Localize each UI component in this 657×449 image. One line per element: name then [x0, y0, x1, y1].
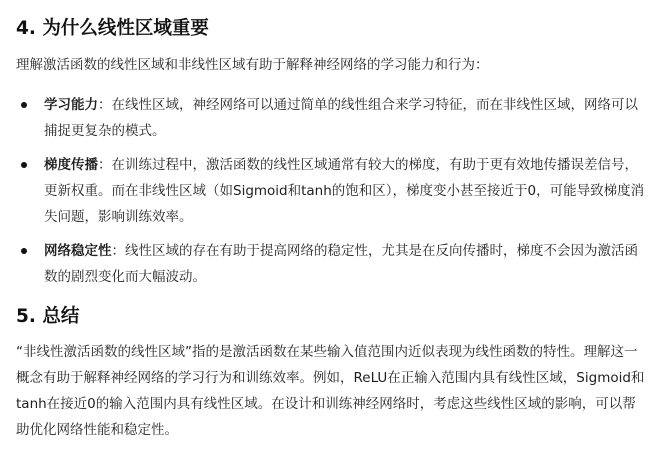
bullet-term: 梯度传播 [44, 157, 98, 173]
bullet-item-gradient-propagation [16, 152, 647, 230]
section-heading-why-linear-region: 4. 为什么线性区域重要 [16, 18, 209, 39]
section-intro-paragraph: 理解激活函数的线性区域和非线性区域有助于解释神经网络的学习能力和行为： [16, 57, 489, 73]
reasons-bullet-list [16, 92, 647, 298]
bullet-term: 网络稳定性 [44, 243, 112, 259]
section-heading-summary: 5. 总结 [16, 306, 80, 327]
bullet-term: 学习能力 [44, 97, 98, 113]
summary-paragraph: “非线性激活函数的线性区域”指的是激活函数在某些输入值范围内近似表现为线性函数的特性。理解这一概念有助于解释神经网络的学习行为和训练效率。例如，ReLU在正输入范围内具有线性区域，Sigmoid和tanh在接近0的输入范围内具有线性区域。在设计和训练神经网络时，考虑这些线性区域的影响，可以帮助优化网络性能和稳定性。 [16, 344, 645, 438]
bullet-item-learning-ability [16, 92, 647, 144]
bullet-text: ：线性区域的存在有助于提高网络的稳定性，尤其是在反向传播时，梯度不会因为激活函数的剧烈变化而大幅波动。 [44, 243, 638, 285]
bullet-dot-icon [21, 162, 27, 168]
bullet-text: ：在线性区域，神经网络可以通过简单的线性组合来学习特征，而在非线性区域，网络可以捕捉更复杂的模式。 [44, 97, 638, 139]
bullet-dot-icon [21, 248, 27, 254]
bullet-text: ：在训练过程中，激活函数的线性区域通常有较大的梯度，有助于更有效地传播误差信号，更新权重。而在非线性区域（如Sigmoid和tanh的饱和区），梯度变小甚至接近于0，可能导致梯度消失问题，影响训练效率。 [44, 157, 645, 225]
bullet-item-network-stability [16, 238, 647, 290]
bullet-dot-icon [21, 102, 27, 108]
